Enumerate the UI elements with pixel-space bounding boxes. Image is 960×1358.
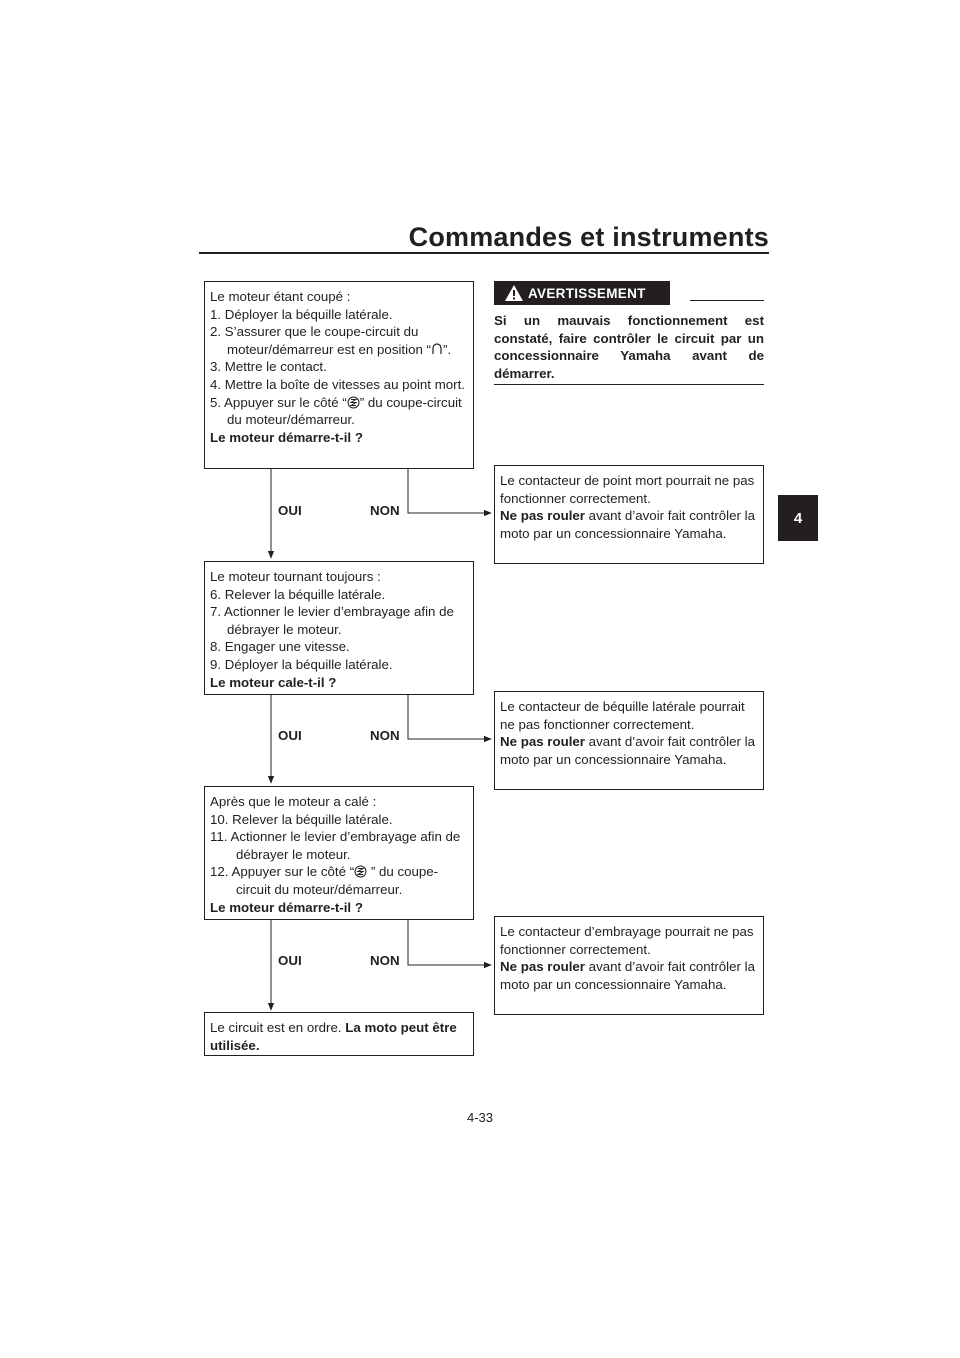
step3-item12: 12. Appuyer sur le côté “ ” du coupe-circuit du moteur/démarreur. xyxy=(210,864,439,897)
no3-text: Le contacteur d’embrayage pourrait ne pas fonctionner correctement. xyxy=(500,924,754,957)
warning-badge xyxy=(494,281,670,305)
step3-box xyxy=(204,786,474,920)
warning-header xyxy=(494,281,764,305)
yes-label-1: OUI xyxy=(278,503,302,518)
start-icon xyxy=(347,396,360,409)
final-text: Le circuit est en ordre. La moto peut être utilisée. xyxy=(210,1020,457,1053)
page-title: Commandes et instruments xyxy=(408,222,769,252)
step3-item10: 10. Relever la béquille latérale. xyxy=(210,811,393,827)
step2-intro: Le moteur tournant toujours : xyxy=(210,569,381,584)
warning-text: Si un mauvais fonctionnement est constaté, faire contrôler le circuit par un concessionnaire Yamaha avant de démarrer. xyxy=(494,313,764,381)
step2-item6: 6. Relever la béquille latérale. xyxy=(210,586,386,602)
no2-advice: Ne pas rouler avant d’avoir fait contrôler la moto par un concessionnaire Yamaha. xyxy=(500,734,755,767)
chapter-tab: 4 xyxy=(778,495,818,541)
step1-item3: 3. Mettre le contact. xyxy=(210,359,327,375)
no-result-box-3 xyxy=(494,916,764,1015)
start-icon xyxy=(354,865,367,878)
step2-box xyxy=(204,561,474,695)
step2-item9: 9. Déployer la béquille latérale. xyxy=(210,656,393,672)
step3-item11: 11. Actionner le levier d’embrayage afin de débrayer le moteur. xyxy=(210,829,461,862)
yes-label-2: OUI xyxy=(278,728,302,743)
step1-question: Le moteur démarre-t-il ? xyxy=(210,429,363,445)
warning-header-rule xyxy=(690,300,764,301)
step1-intro: Le moteur étant coupé : xyxy=(210,289,351,304)
yes-label-3: OUI xyxy=(278,953,302,968)
step3-intro: Après que le moteur a calé : xyxy=(210,794,377,809)
no3-advice: Ne pas rouler avant d’avoir fait contrôler la moto par un concessionnaire Yamaha. xyxy=(500,959,755,992)
no-label-3: NON xyxy=(370,953,400,968)
step3-question: Le moteur démarre-t-il ? xyxy=(210,899,363,915)
step1-item4: 4. Mettre la boîte de vitesses au point mort. xyxy=(210,376,465,392)
no-result-box-2 xyxy=(494,691,764,790)
final-box xyxy=(204,1012,474,1056)
step1-item1: 1. Déployer la béquille latérale. xyxy=(210,306,393,322)
no2-text: Le contacteur de béquille latérale pourrait ne pas fonctionner correctement. xyxy=(500,699,745,732)
no-arrow-2 xyxy=(408,695,491,739)
step1-item2: 2. S’assurer que le coupe-circuit du moteur/démarreur est en position “ ”. xyxy=(210,324,452,357)
page-number: 4-33 xyxy=(467,1110,494,1125)
warning-label: AVERTISSEMENT xyxy=(528,285,646,301)
step1-item5: 5. Appuyer sur le côté “ ” du coupe-circuit du moteur/démarreur. xyxy=(210,394,462,428)
step2-item7: 7. Actionner le levier d’embrayage afin de débrayer le moteur. xyxy=(210,604,454,637)
warning-bottom-rule xyxy=(494,384,764,385)
no1-text: Le contacteur de point mort pourrait ne pas fonctionner correctement. xyxy=(500,473,755,506)
warning-triangle-icon xyxy=(504,284,524,302)
run-position-icon xyxy=(431,343,443,356)
no-label-2: NON xyxy=(370,728,400,743)
no1-advice: Ne pas rouler avant d’avoir fait contrôler la moto par un concessionnaire Yamaha. xyxy=(500,508,755,541)
step2-question: Le moteur cale-t-il ? xyxy=(210,674,337,690)
no-label-1: NON xyxy=(370,503,400,518)
step2-item8: 8. Engager une vitesse. xyxy=(210,639,350,655)
step1-box xyxy=(204,281,474,469)
no-arrow-3 xyxy=(408,920,491,965)
no-arrow-1 xyxy=(408,469,491,513)
no-result-box-1 xyxy=(494,465,764,564)
